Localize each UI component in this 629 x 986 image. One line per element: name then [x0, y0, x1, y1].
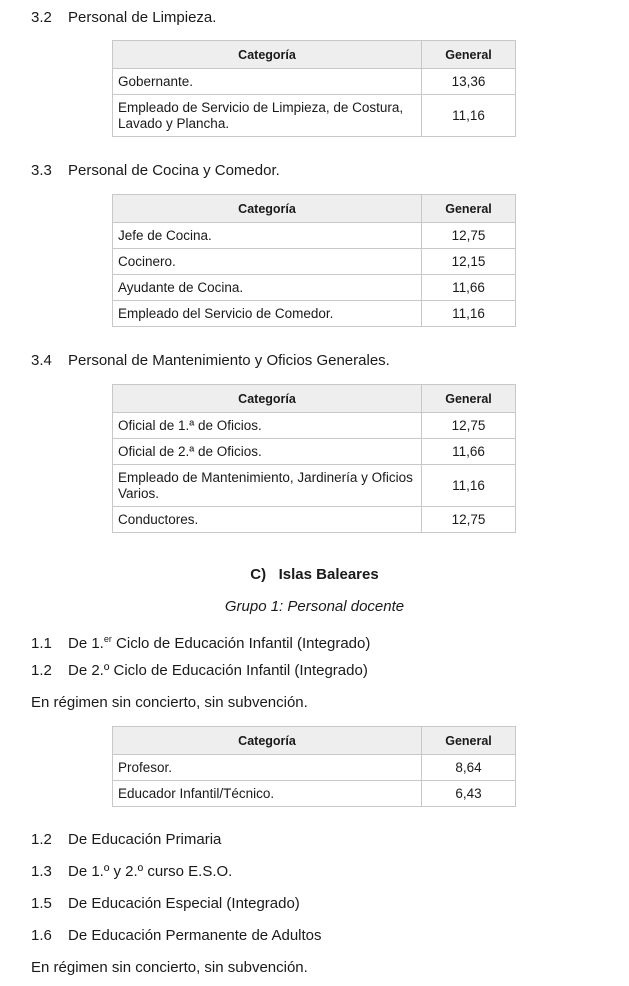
table-row	[113, 95, 516, 137]
item-number: 1.2	[31, 831, 52, 848]
section-number: 3.4	[31, 352, 52, 369]
section-number: 3.2	[31, 9, 52, 26]
table-row	[113, 439, 516, 465]
table-row	[113, 755, 516, 781]
group-heading: Grupo 1: Personal docente	[224, 598, 405, 615]
item-text: De 2.º Ciclo de Educación Infantil (Integrado)	[68, 662, 368, 679]
general-column-header: General	[422, 195, 516, 223]
general-cell: 12,15	[422, 249, 516, 275]
general-cell: 11,66	[422, 275, 516, 301]
section-title: Personal de Cocina y Comedor.	[68, 162, 280, 179]
general-cell: 6,43	[422, 781, 516, 807]
general-cell: 11,66	[422, 439, 516, 465]
table-header-row	[113, 385, 516, 413]
category-cell: Gobernante.	[113, 69, 422, 95]
item-number: 1.5	[31, 895, 52, 912]
mantenimiento-table	[112, 384, 516, 533]
region-letter: C)	[250, 566, 267, 583]
general-column-header: General	[422, 727, 516, 755]
table-row	[113, 413, 516, 439]
item-number: 1.6	[31, 927, 52, 944]
general-cell: 12,75	[422, 507, 516, 533]
table-header-row	[113, 41, 516, 69]
general-cell: 11,16	[422, 301, 516, 327]
list-item	[31, 630, 370, 653]
general-cell: 13,36	[422, 69, 516, 95]
category-cell: Oficial de 2.ª de Oficios.	[113, 439, 422, 465]
section-3-2-heading	[31, 9, 216, 27]
section-title: Personal de Mantenimiento y Oficios Generales.	[68, 352, 390, 369]
cocina-table	[112, 194, 516, 327]
item-text: De Educación Primaria	[68, 831, 222, 848]
item-text: Ciclo de Educación Infantil (Integrado)	[111, 635, 371, 652]
item-number: 1.2	[31, 662, 52, 679]
list-item	[31, 662, 368, 680]
category-column-header: Categoría	[113, 385, 422, 413]
category-cell: Empleado del Servicio de Comedor.	[113, 301, 422, 327]
general-cell: 11,16	[422, 95, 516, 137]
general-column-header: General	[422, 385, 516, 413]
category-cell: Jefe de Cocina.	[113, 223, 422, 249]
section-number: 3.3	[31, 162, 52, 179]
category-cell: Conductores.	[113, 507, 422, 533]
baleares-docente-table	[112, 726, 516, 807]
section-3-3-heading	[31, 162, 280, 180]
category-cell: Profesor.	[113, 755, 422, 781]
general-column-header: General	[422, 41, 516, 69]
category-cell: Ayudante de Cocina.	[113, 275, 422, 301]
table-row	[113, 465, 516, 507]
category-cell: Educador Infantil/Técnico.	[113, 781, 422, 807]
table-row	[113, 275, 516, 301]
item-superscript: er	[103, 634, 112, 644]
regime-note: En régimen sin concierto, sin subvención.	[31, 694, 308, 711]
category-column-header: Categoría	[113, 727, 422, 755]
region-heading	[0, 566, 629, 584]
table-header-row	[113, 727, 516, 755]
item-number: 1.3	[31, 863, 52, 880]
category-cell: Cocinero.	[113, 249, 422, 275]
table-row	[113, 507, 516, 533]
section-3-4-heading	[31, 352, 390, 370]
category-column-header: Categoría	[113, 41, 422, 69]
item-prefix: De 1.	[68, 635, 104, 652]
region-name: Islas Baleares	[278, 566, 379, 583]
general-cell: 8,64	[422, 755, 516, 781]
table-row	[113, 69, 516, 95]
general-cell: 12,75	[422, 413, 516, 439]
category-column-header: Categoría	[113, 195, 422, 223]
table-header-row	[113, 195, 516, 223]
table-row	[113, 301, 516, 327]
table-row	[113, 223, 516, 249]
list-item	[31, 927, 322, 945]
item-text: De Educación Permanente de Adultos	[68, 927, 322, 944]
regime-note: En régimen sin concierto, sin subvención.	[31, 959, 308, 976]
item-text: De 1.º y 2.º curso E.S.O.	[68, 863, 233, 880]
limpieza-table	[112, 40, 516, 137]
list-item	[31, 895, 300, 913]
item-number: 1.1	[31, 635, 52, 652]
general-cell: 11,16	[422, 465, 516, 507]
list-item	[31, 863, 232, 881]
table-row	[113, 249, 516, 275]
section-title: Personal de Limpieza.	[68, 9, 217, 26]
table-row	[113, 781, 516, 807]
item-text: De Educación Especial (Integrado)	[68, 895, 300, 912]
category-cell: Empleado de Servicio de Limpieza, de Costura, Lavado y Plancha.	[113, 95, 422, 137]
category-cell: Oficial de 1.ª de Oficios.	[113, 413, 422, 439]
category-cell: Empleado de Mantenimiento, Jardinería y Oficios Varios.	[113, 465, 422, 507]
list-item	[31, 831, 221, 849]
general-cell: 12,75	[422, 223, 516, 249]
